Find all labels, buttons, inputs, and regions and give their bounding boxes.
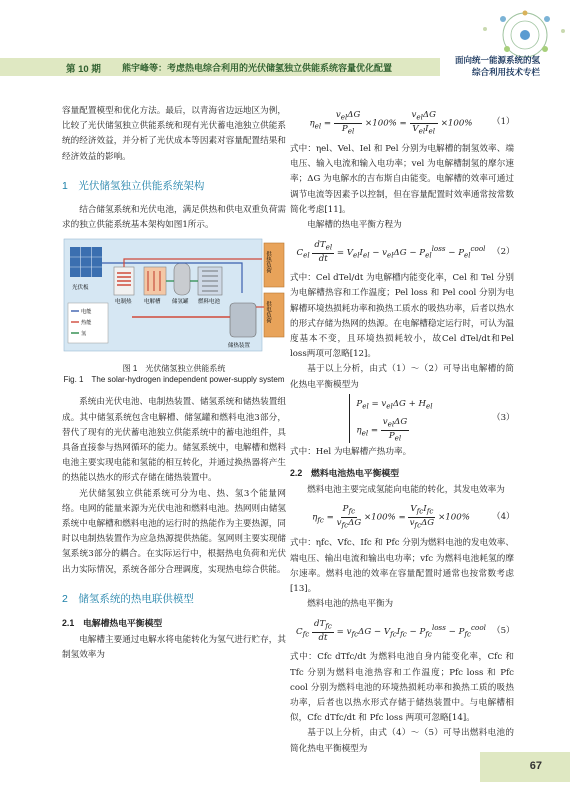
- equation-5-description: 式中：Cfc dTfc/dt 为燃料电池自身内能变化率，Cfc 和 Tfc 分别为燃料电池热容和工作温度；Pfc loss 和 Pfc cool 分别为燃料电池的环境热损耗功率和换热工质的吸热功率，后者也以热水形式存储于储热装置中。与电解槽相似，Cfc dTfc/dt 和 Pfc loss 两项可忽略[14]。: [290, 652, 514, 724]
- page-number: 67: [529, 760, 542, 772]
- column-name: [455, 54, 540, 78]
- header-decoration-graphic: [455, 5, 570, 57]
- figure-caption-cn: 图 1 光伏储氢独立供能系统: [122, 364, 226, 374]
- label-elec-load: 供电负荷: [265, 301, 271, 324]
- left-column: [62, 104, 286, 664]
- pv-panel-icon: [70, 247, 102, 277]
- equation-5-number: （5）: [492, 625, 515, 636]
- electrolyzer-box: [144, 267, 166, 295]
- heat-storage-icon: [230, 303, 256, 337]
- equation-3-intro: 基于以上分析，由式（1）～（2）可导出电解槽的简化热电平衡模型为: [290, 364, 514, 390]
- system-diagram: [62, 237, 286, 357]
- equation-2-description: 式中：Cel dTel/dt 为电解槽内能变化率，Cel 和 Tel 分别为电解槽热容和工作温度；Pel loss 和 Pel cool 分别为电解槽环境热损耗功率和换热工质水的吸热功率，后者以热水的形式存储为热网的热源。在电解槽稳定运行时，可认为温度基本不变，且环境热损耗较小，故Cel dTel/dt和Pel loss两项可忽略[12]。: [290, 273, 514, 360]
- label-electrolyzer: 电解槽: [144, 299, 161, 306]
- figure-caption: [62, 363, 286, 385]
- running-title: 熊宇峰等：考虑热电综合利用的光伏储氢独立供能系统容量优化配置: [122, 63, 393, 73]
- system-paragraph: 系统由光伏电池、电制热装置、储氢系统和储热装置组成。其中储氢系统包含电解槽、储氢罐和燃料电池3部分，替代了现有的光伏蓄电池独立供能系统中的蓄电池组件，具具备直接参与热网循环的能力。储氢系统中，电解槽和燃料电池主要实现电能和氢能的相互转化，并通过换热器将产生的热能以热水的形式存储在储热装置中。: [62, 397, 286, 484]
- subsection-2-2-paragraph: 燃料电池主要完成氢能向电能的转化，其发电效率为: [307, 485, 505, 496]
- subsection-2-1-paragraph: 电解槽主要通过电解水将电能转化为氢气进行贮存，其制氢效率为: [62, 635, 286, 661]
- equation-2-intro: 电解槽的热电平衡方程为: [307, 220, 402, 231]
- legend-elec: 电能: [81, 309, 92, 316]
- equation-4-number: （4）: [492, 511, 515, 522]
- column-name-line2: 综合利用技术专栏: [471, 67, 540, 77]
- equation-1-description: 式中：ηel、Vel、Iel 和 Pel 分别为电解槽的制氢效率、端电压、输入电流和输入电功率；vel 为电解槽制氢的摩尔速率；ΔG 为电解水的吉布斯自由能变。电解槽的效率可通过调节电流等因素予以控制，但在容量配置时效率通常按常数简化考虑[11]。: [290, 144, 514, 215]
- label-storage: 储热装置: [228, 343, 251, 350]
- equation-2-number: （2）: [492, 246, 515, 257]
- subsection-2-2-heading: 2.2 燃料电池热电平衡模型: [290, 468, 399, 479]
- label-tank: 储氢罐: [172, 299, 189, 306]
- equation-5-intro: 燃料电池的热电平衡为: [307, 599, 394, 610]
- equation-3-number: （3）: [492, 413, 515, 424]
- section-1-paragraph: 结合储氢系统和光伏电池，满足供热和供电双重负荷需求的独立供能系统基本架构如图1所示。: [62, 205, 286, 231]
- issue-number: 第 10 期: [66, 64, 101, 75]
- equation-5: $C_{fc}$ $\frac{dT_{fc}}{dt}$ = $v_{fc}\Delta G - V_{fc}I_{fc} - P_{fc}^{loss} - P_{fc}^{cool}$ （5）: [296, 619, 515, 643]
- label-heater: 电制热: [115, 299, 132, 306]
- equation-2: $C_{el}$ $\frac{dT_{el}}{dt}$ = $V_{el}I_{el} - v_{el}\Delta G - P_{el}^{loss} - P_{el}^{cool}$ （2）: [296, 239, 515, 264]
- equation-1: $\eta_{el}$ = $\frac{v_{el}\Delta G}{P_{el}}$ ×100% = $\frac{v_{el}\Delta G}{V_{el}I_{el}}$ ×100% （1）: [309, 109, 515, 136]
- label-fuelcell: 燃料电池: [198, 299, 221, 306]
- equation-6-intro: 基于以上分析，由式（4）～（5）可导出燃料电池的简化热电平衡模型为: [290, 728, 514, 754]
- intro-paragraph: 容量配置模型和优化方法。最后，以青海省边远地区为例，比较了光伏储氢独立供能系统和现有光伏蓄电池独立供能系统的经济效益，并分析了光伏成本等因素对容量配置结果和经济效益的影响。: [62, 106, 286, 162]
- legend-h2: 氢: [81, 331, 87, 338]
- figure-caption-en: Fig. 1 The solar-hydrogen independent power-supply system: [63, 375, 285, 385]
- subsection-2-1-heading: 2.1 电解槽热电平衡模型: [62, 618, 163, 629]
- page-number-band: [480, 752, 570, 782]
- equation-1-number: （1）: [492, 117, 515, 128]
- label-heat-load: 供热负荷: [265, 251, 271, 274]
- equation-4: $\eta_{fc}$ = $\frac{P_{fc}}{v_{fc}\Delta G}$ ×100% = $\frac{V_{fc}I_{fc}}{v_{fc}\Delta G}$ ×100% （4）: [312, 504, 515, 530]
- column-name-line1: 面向统一能源系统的氢: [454, 55, 540, 65]
- label-pv: 光伏板: [72, 285, 89, 292]
- equation-3-description: 式中：Hel 为电解槽产热功率。: [290, 446, 412, 457]
- legend-heat: 热能: [81, 320, 92, 327]
- network-paragraph: 光伏储氢独立供能系统可分为电、热、氢3个能量网络。电网的能量来源为光伏电池和燃料电池。热网则由储氢系统中电解槽和燃料电池的运行时的热能作为主要热源，同时以电制热装置作为应急热源提供热能。氢网则主要实现储氢系统3部分的耦合。在实际运行中，根据热电负荷和光伏出力实际情况，系统各部分合理调度，实现热电综合供能。: [62, 488, 286, 575]
- section-1-heading: 1 光伏储氢独立供能系统架构: [62, 179, 205, 192]
- equation-4-description: 式中：ηfc、Vfc、Ifc 和 Pfc 分别为燃料电池的发电效率、端电压、输出电流和输出电功率；vfc 为燃料电池耗氢的摩尔速率。燃料电池的效率在容量配置时通常也按常数考虑[13]。: [290, 538, 514, 595]
- section-2-heading: 2 储氢系统的热电联供模型: [62, 592, 194, 605]
- hydrogen-tank-icon: [174, 263, 190, 295]
- equation-3: $P_{el} = v_{el}\Delta G + H_{el}$ $\eta_{el}$ = $\frac{v_{el}\Delta G}{P_{el}}$ （3）: [290, 395, 514, 443]
- figure-1: [62, 237, 286, 357]
- right-column: [290, 104, 514, 757]
